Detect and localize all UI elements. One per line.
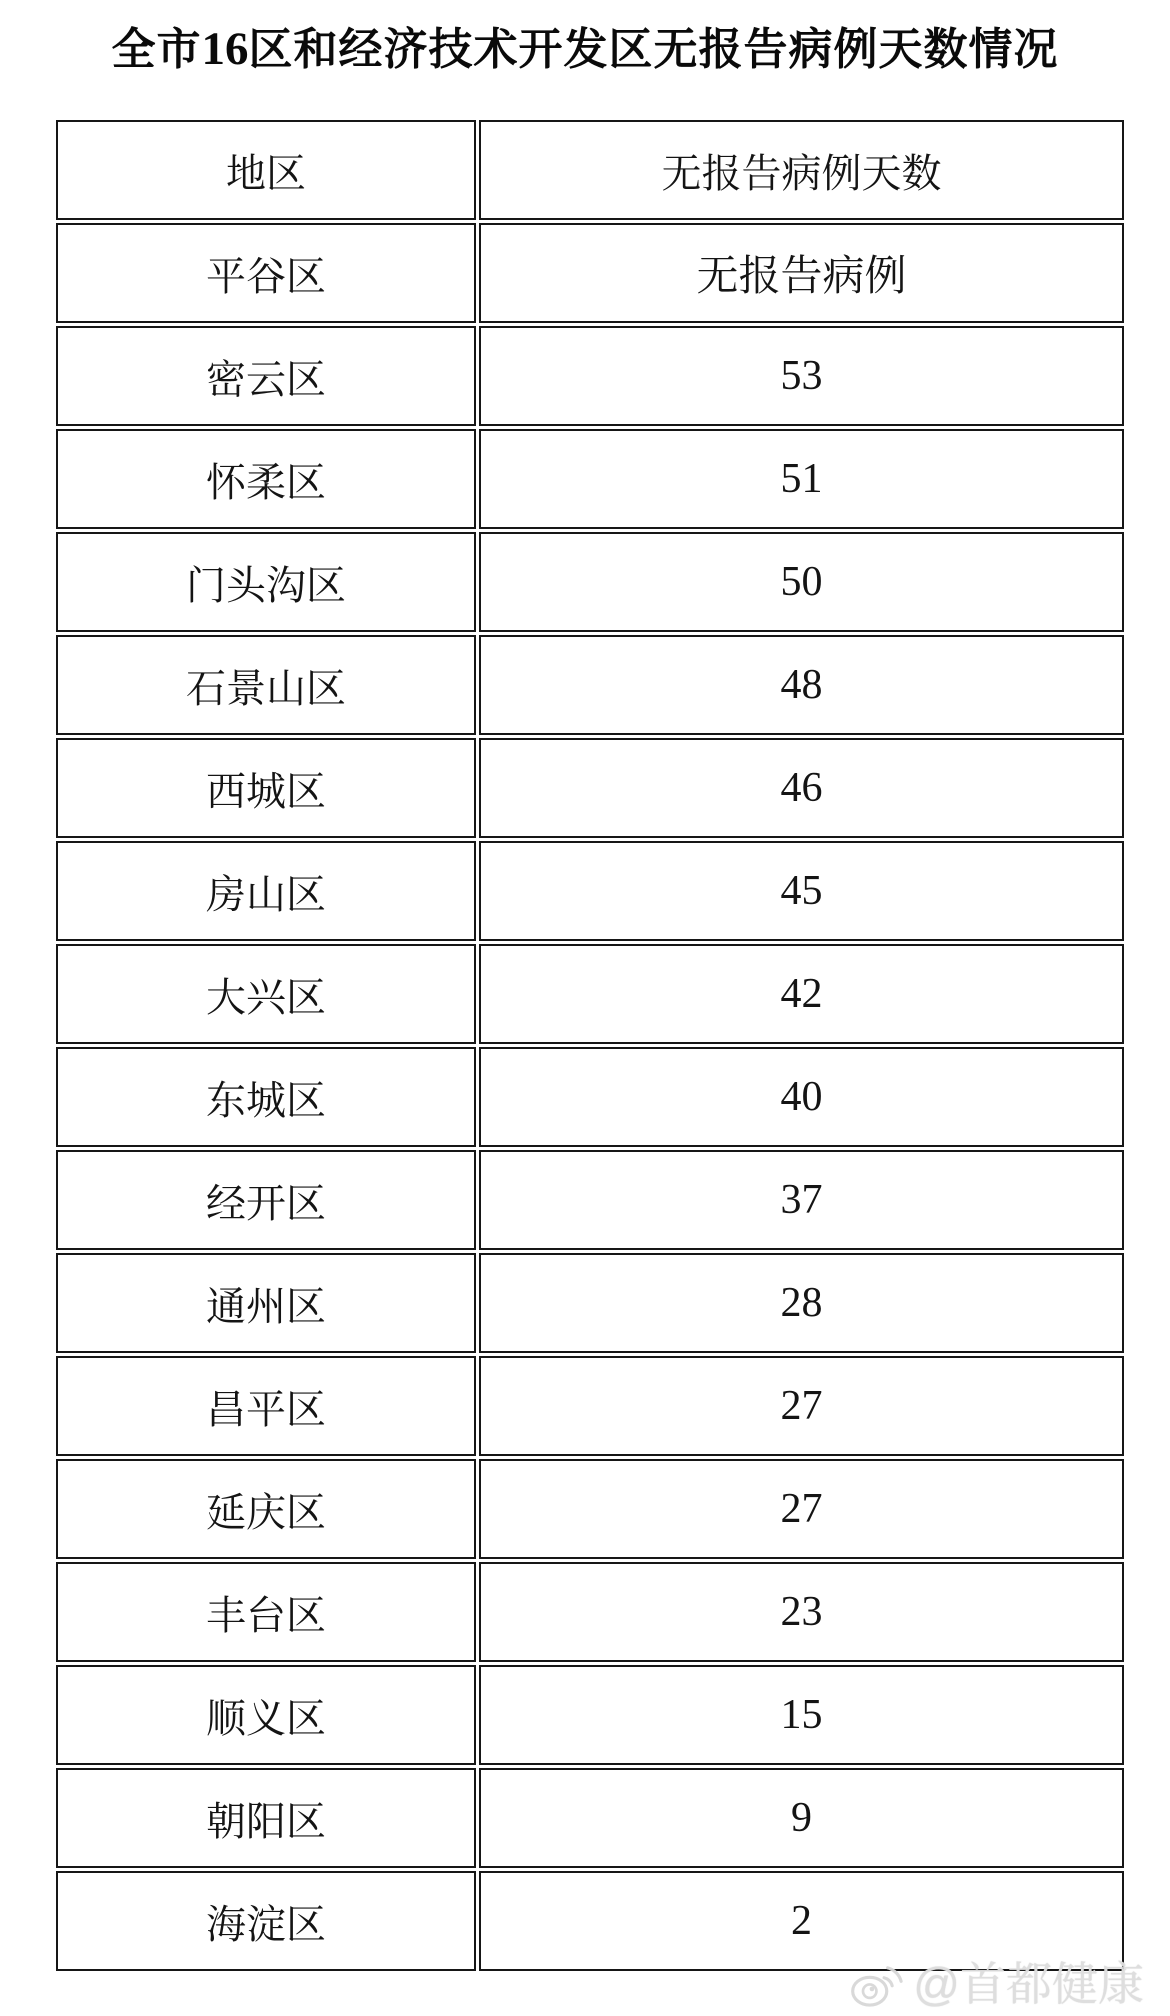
days-cell: 37	[479, 1150, 1124, 1250]
table-row	[56, 1665, 1124, 1765]
district-cell: 丰台区	[56, 1562, 476, 1662]
days-cell: 51	[479, 429, 1124, 529]
table-row	[56, 841, 1124, 941]
days-cell: 28	[479, 1253, 1124, 1353]
district-cell: 密云区	[56, 326, 476, 426]
district-cell: 东城区	[56, 1047, 476, 1147]
table-row	[56, 1768, 1124, 1868]
table-row	[56, 223, 1124, 323]
district-cell: 昌平区	[56, 1356, 476, 1456]
table-row	[56, 1356, 1124, 1456]
days-cell: 46	[479, 738, 1124, 838]
table-row	[56, 738, 1124, 838]
table-row	[56, 635, 1124, 735]
page-title-prefix: 全市	[111, 25, 202, 74]
days-cell: 2	[479, 1871, 1124, 1971]
district-cell: 经开区	[56, 1150, 476, 1250]
days-cell: 无报告病例	[479, 223, 1124, 323]
district-cell: 顺义区	[56, 1665, 476, 1765]
days-cell: 40	[479, 1047, 1124, 1147]
district-cell: 延庆区	[56, 1459, 476, 1559]
header-days: 无报告病例天数	[479, 120, 1124, 220]
page-title-suffix: 区和经济技术开发区无报告病例天数情况	[248, 25, 1059, 74]
table-row	[56, 1150, 1124, 1250]
district-cell: 西城区	[56, 738, 476, 838]
table-row	[56, 532, 1124, 632]
table-header	[56, 120, 1124, 220]
page-title	[0, 0, 1170, 81]
watermark-handle: @首都健康	[913, 1958, 1144, 2010]
district-cell: 石景山区	[56, 635, 476, 735]
district-cell: 大兴区	[56, 944, 476, 1044]
page-title-number: 16	[201, 23, 249, 75]
district-cell: 怀柔区	[56, 429, 476, 529]
district-cell: 朝阳区	[56, 1768, 476, 1868]
district-cell: 门头沟区	[56, 532, 476, 632]
district-cell: 海淀区	[56, 1871, 476, 1971]
days-cell: 23	[479, 1562, 1124, 1662]
table-row	[56, 1562, 1124, 1662]
table-body	[56, 223, 1124, 1971]
district-cell: 通州区	[56, 1253, 476, 1353]
days-cell: 53	[479, 326, 1124, 426]
table-row	[56, 1871, 1124, 1971]
table-row	[56, 429, 1124, 529]
table-row	[56, 1047, 1124, 1147]
table-row	[56, 1253, 1124, 1353]
days-cell: 9	[479, 1768, 1124, 1868]
days-cell: 48	[479, 635, 1124, 735]
days-cell: 27	[479, 1459, 1124, 1559]
table-row	[56, 944, 1124, 1044]
days-cell: 50	[479, 532, 1124, 632]
days-cell: 42	[479, 944, 1124, 1044]
district-cell: 房山区	[56, 841, 476, 941]
no-case-days-table	[53, 117, 1127, 1974]
days-cell: 45	[479, 841, 1124, 941]
table-row	[56, 1459, 1124, 1559]
table-row	[56, 326, 1124, 426]
days-cell: 27	[479, 1356, 1124, 1456]
district-cell: 平谷区	[56, 223, 476, 323]
header-district: 地区	[56, 120, 476, 220]
days-cell: 15	[479, 1665, 1124, 1765]
header-row	[56, 120, 1124, 220]
